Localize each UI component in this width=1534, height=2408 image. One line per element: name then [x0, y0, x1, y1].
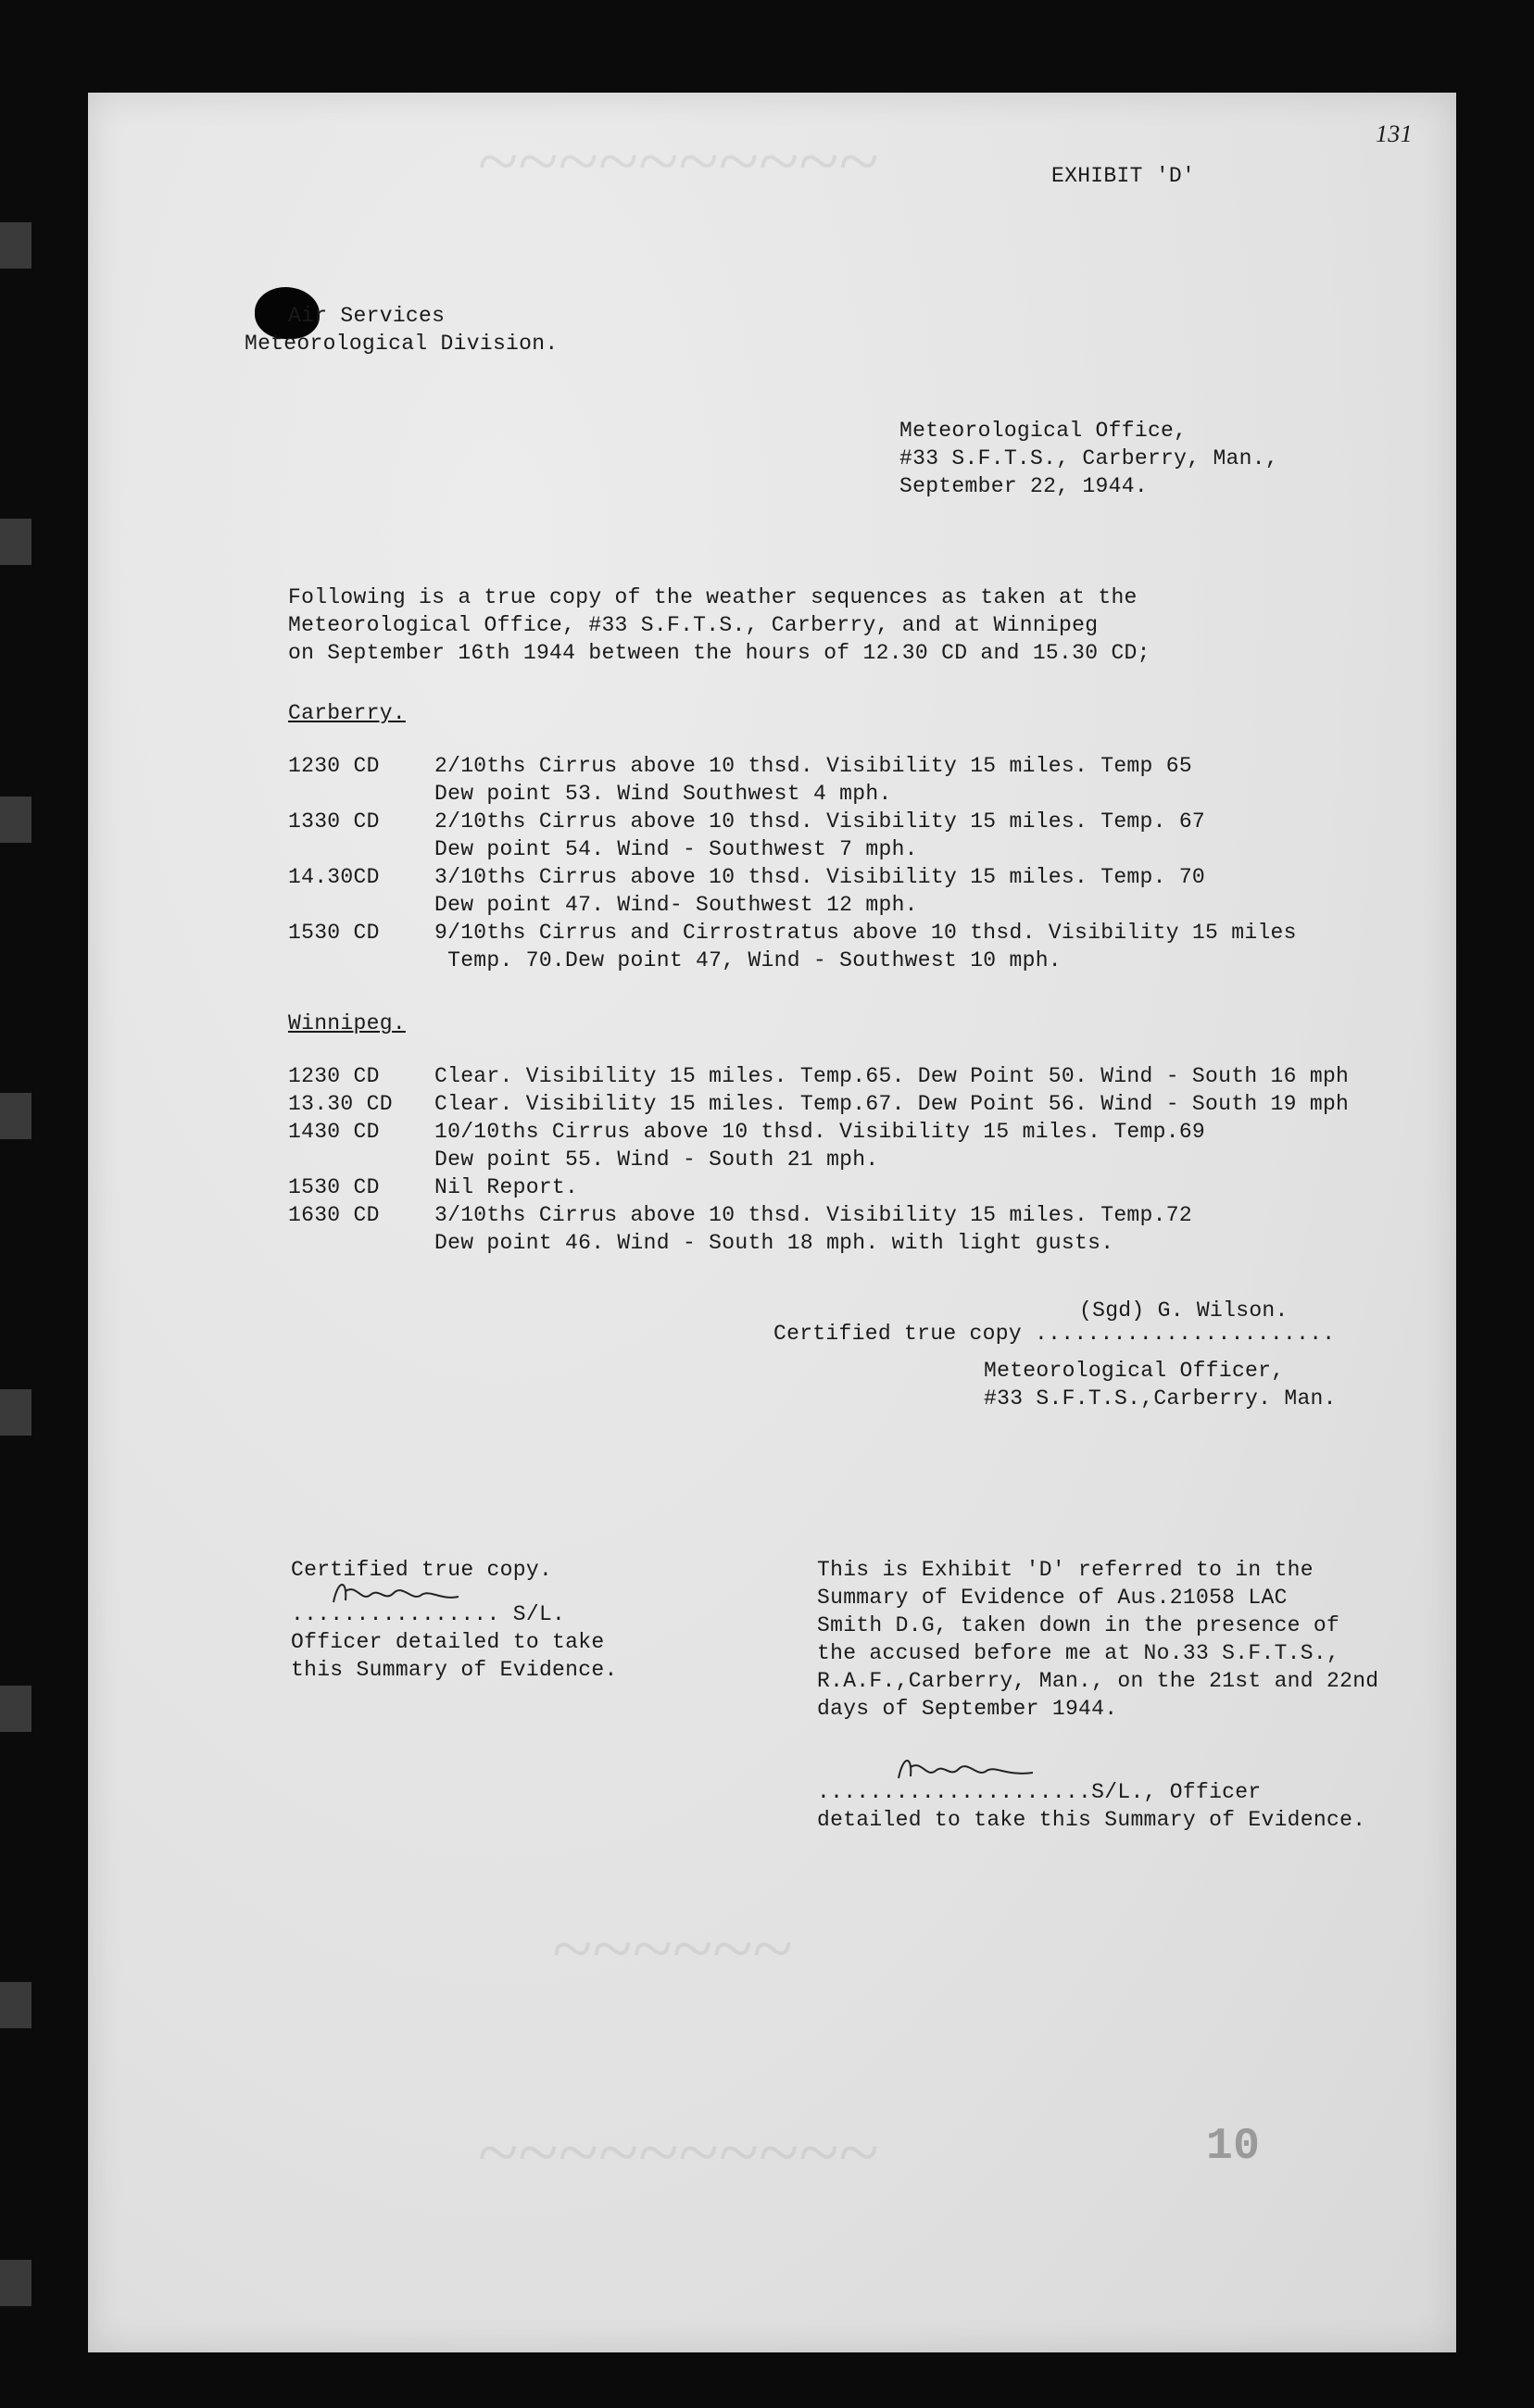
winnipeg-line: 3/10ths Cirrus above 10 thsd. Visibility 15 miles. Temp.72 [434, 1203, 1192, 1227]
footer-right-line: days of September 1944. [817, 1697, 1118, 1721]
footer-left-line: this Summary of Evidence. [291, 1658, 618, 1682]
footer-sign-line: .....................S/L., Officer [817, 1780, 1262, 1804]
signed-name: (Sgd) G. Wilson. [1079, 1298, 1289, 1323]
film-sprocket [0, 1686, 31, 1732]
page-number: 131 [1376, 120, 1413, 147]
footer-right-line: R.A.F.,Carberry, Man., on the 21st and 22nd [817, 1669, 1379, 1693]
header-right-line: #33 S.F.T.S., Carberry, Man., [899, 446, 1278, 470]
exhibit-label: EXHIBIT 'D' [1051, 164, 1196, 188]
intro-line: Following is a true copy of the weather sequences as taken at the [288, 585, 1138, 609]
certified-line: Certified true copy ....................... [773, 1322, 1336, 1346]
document-page [88, 93, 1456, 2352]
header-right-line: September 22, 1944. [899, 474, 1148, 498]
film-sprocket [0, 2260, 31, 2306]
footer-left-line: ................ S/L. [291, 1602, 566, 1626]
film-sprocket [0, 796, 31, 843]
footer-left-line: Certified true copy. [291, 1558, 553, 1582]
intro-line: Meteorological Office, #33 S.F.T.S., Carberry, and at Winnipeg [288, 613, 1099, 637]
carberry-time: 1230 CD [288, 754, 380, 778]
film-sprocket [0, 1982, 31, 2028]
signature [329, 1574, 468, 1612]
winnipeg-heading: Winnipeg. [288, 1011, 406, 1035]
winnipeg-time: 1430 CD [288, 1120, 380, 1144]
carberry-line: 9/10ths Cirrus and Cirrostratus above 10 thsd. Visibility 15 miles [434, 921, 1297, 945]
film-sprocket [0, 519, 31, 565]
film-sprocket [0, 1389, 31, 1436]
winnipeg-line: Clear. Visibility 15 miles. Temp.67. Dew Point 56. Wind - South 19 mph [434, 1092, 1350, 1116]
header-right-line: Meteorological Office, [899, 419, 1188, 443]
footer-left-line: Officer detailed to take [291, 1630, 605, 1654]
winnipeg-line: Dew point 46. Wind - South 18 mph. with light gusts. [434, 1231, 1114, 1255]
carberry-time: 1330 CD [288, 809, 380, 834]
stamp-number: 10 [1206, 2122, 1261, 2172]
header-left-line: Air Services [288, 304, 446, 328]
officer-title: #33 S.F.T.S.,Carberry. Man. [984, 1386, 1337, 1411]
carberry-line: 2/10ths Cirrus above 10 thsd. Visibility 15 miles. Temp 65 [434, 754, 1192, 778]
bleed-through-mark: ~~~~~~~~~~ [477, 121, 878, 203]
header-left-line: Meteorological Division. [245, 332, 559, 356]
carberry-line: Dew point 47. Wind- Southwest 12 mph. [434, 893, 918, 917]
film-sprocket [0, 222, 31, 269]
winnipeg-time: 13.30 CD [288, 1092, 393, 1116]
footer-right-line: This is Exhibit 'D' referred to in the [817, 1558, 1314, 1582]
footer-right-line: the accused before me at No.33 S.F.T.S., [817, 1641, 1340, 1665]
winnipeg-line: Nil Report. [434, 1175, 579, 1199]
carberry-line: Temp. 70.Dew point 47, Wind - Southwest 10 mph. [434, 948, 1062, 972]
carberry-line: 2/10ths Cirrus above 10 thsd. Visibility 15 miles. Temp. 67 [434, 809, 1206, 834]
winnipeg-time: 1630 CD [288, 1203, 380, 1227]
carberry-line: Dew point 53. Wind Southwest 4 mph. [434, 782, 892, 806]
carberry-line: 3/10ths Cirrus above 10 thsd. Visibility 15 miles. Temp. 70 [434, 865, 1206, 889]
winnipeg-line: Dew point 55. Wind - South 21 mph. [434, 1148, 879, 1172]
film-sprocket [0, 1093, 31, 1139]
bleed-through-mark: ~~~~~~~~~~ [477, 2113, 878, 2194]
winnipeg-time: 1530 CD [288, 1175, 380, 1199]
footer-right-line: Summary of Evidence of Aus.21058 LAC [817, 1586, 1288, 1610]
footer-right-line: Smith D.G, taken down in the presence of [817, 1613, 1340, 1637]
carberry-line: Dew point 54. Wind - Southwest 7 mph. [434, 837, 918, 861]
bleed-through-mark: ~~~~~~ [551, 1909, 792, 1990]
carberry-time: 14.30CD [288, 865, 380, 889]
winnipeg-line: 10/10ths Cirrus above 10 thsd. Visibility 15 miles. Temp.69 [434, 1120, 1206, 1144]
winnipeg-line: Clear. Visibility 15 miles. Temp.65. Dew Point 50. Wind - South 16 mph [434, 1064, 1350, 1088]
footer-sign-line: detailed to take this Summary of Evidence. [817, 1808, 1366, 1832]
intro-line: on September 16th 1944 between the hours of 12.30 CD and 15.30 CD; [288, 641, 1150, 665]
officer-title: Meteorological Officer, [984, 1359, 1285, 1383]
carberry-time: 1530 CD [288, 921, 380, 945]
winnipeg-time: 1230 CD [288, 1064, 380, 1088]
carberry-heading: Carberry. [288, 701, 406, 725]
